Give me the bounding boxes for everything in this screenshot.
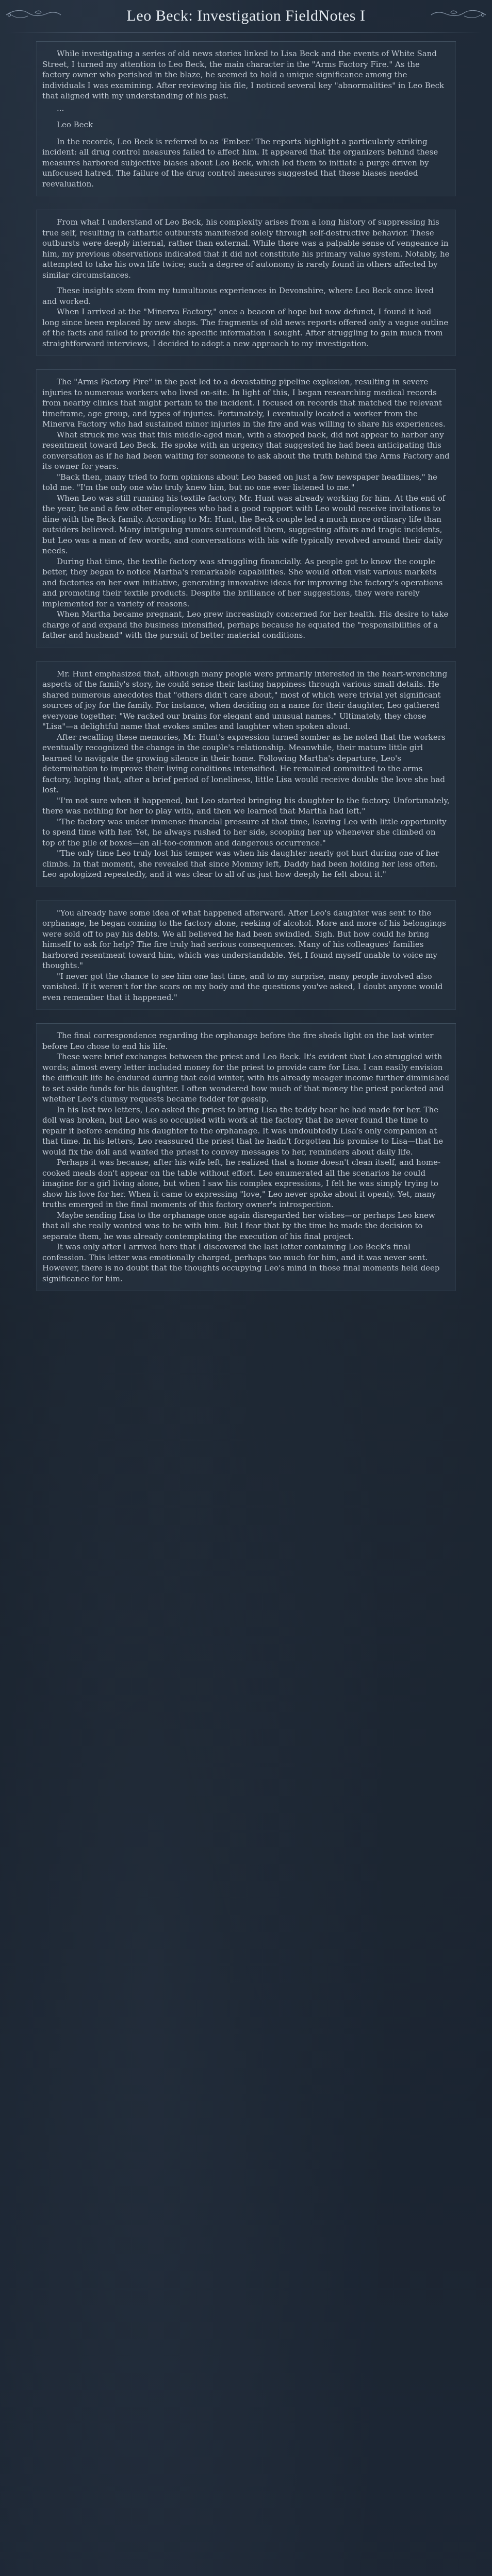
text-block [36,901,456,1010]
paragraph: The final correspondence regarding the orphanage before the fire sheds light on the last winter before Leo chose to end his life. [42,1031,434,1051]
subject-name: Leo Beck [57,120,93,129]
text-block [36,210,456,356]
ornament-icon [430,7,488,23]
paragraph: Mr. Hunt emphasized that, although many people were primarily interested in the heart-wrenching aspects of the family's story, he could sense their lasting happiness through various small details. He shared numerous anecdotes that "others didn't care about," most of which were trivial yet significant sources of joy for the family. For instance, when deciding on a name for their daughter, Leo gathered everyone together: "We racked our brains for elegant and unusual names." Ultimately, they chose "Lisa"—a delightful name that evokes smiles and laughter when spoken aloud. [42,669,448,731]
paragraph: These insights stem from my tumultuous experiences in Devonshire, where Leo Beck once lived and worked. [42,286,434,306]
paragraph: During that time, the textile factory was struggling financially. As people got to know the couple better, they began to notice Martha's remarkable capabilities. She would often visit various markets and factories on her own initiative, generating innovative ideas for improving the factory's operations and promoting their textile products. Despite the brilliance of her suggestions, they were rarely implemented for a variety of reasons. [42,556,443,608]
paragraph: These were brief exchanges between the priest and Leo Beck. It's evident that Leo struggled with words; almost every letter included money for the priest to provide care for Lisa. I can easily envision the difficult life he endured during that cold winter, with his already meager income further diminished to set aside funds for his daughter. I often wondered how much of that money the priest pocketed and whether Leo's clumsy requests became fodder for gossip. [42,1052,450,1104]
paragraph: "You already have some idea of what happened afterward. After Leo's daughter was sent to the orphanage, he began coming to the factory alone, reeking of alcohol. More and more of his belongings were sold off to pay his debts. We all believed he had been swindled. Sigh. But how could he bring himself to ask for help? The fire truly had serious consequences. Many of his colleagues' families harbored resentment toward him, which was understandable. Yet, I found myself unable to voice my thoughts." [42,908,446,970]
paragraph: Maybe sending Lisa to the orphanage once again disregarded her wishes—or perhaps Leo knew that all she really wanted was to be with him. But I fear that by the time he made the decision to separate them, he was already contemplating the execution of his final project. [42,1210,435,1241]
paragraph: It was only after I arrived here that I discovered the last letter containing Leo Beck's final confession. This letter was emotionally charged, perhaps too much for him, and it was never sent. However, there is no doubt that the thoughts occupying Leo's mind in those final moments held deep significance for him. [42,1242,440,1283]
paragraph: When Martha became pregnant, Leo grew increasingly concerned for her health. His desire to take charge of and expand the business intensified, perhaps because he equated the "responsibilities of a father and husband" with the pursuit of better material conditions. [42,609,449,640]
paragraph: What struck me was that this middle-aged man, with a stooped back, did not appear to harbor any resentment toward Leo Beck. He spoke with an urgency that suggested he had been anticipating this conversation as if he had been waiting for someone to ask about the truth behind the Arms Factory and its owner for years. [42,430,450,471]
page-title: Leo Beck: Investigation FieldNotes I [126,7,366,24]
text-block [36,662,456,887]
paragraph: "The only time Leo truly lost his temper was when his daughter nearly got hurt during one of her climbs. In that moment, she revealed that since Mommy left, Daddy had been holding her less often. Leo apologized repeatedly, and it was clear to all of us just how deeply he felt about it." [42,849,439,879]
paragraph: While investigating a series of old news stories linked to Lisa Beck and the events of White Sand Street, I turned my attention to Leo Beck, the main character in the "Arms Factory Fire." As the factory owner who perished in the blaze, he seemed to hold a unique significance among the individuals I was examining. After reviewing his file, I noticed several key "abnormalities" in Leo Beck that aligned with my understanding of his past. [42,49,445,100]
paragraph: When Leo was still running his textile factory, Mr. Hunt was already working for him. At the end of the year, he and a few other employees who had a good rapport with Leo would receive invitations to dine with the Beck family. According to Mr. Hunt, the Beck couple led a much more ordinary life than outsiders believed. Many intriguing rumors surrounded them, suggesting affairs and tragic incidents, but Leo was a man of few words, and conversations with his wife typically revolved around their daily needs. [42,493,446,555]
paragraph: In the records, Leo Beck is referred to as 'Ember.' The reports highlight a particularly striking incident: all drug control measures failed to affect him. It appeared that the organizers behind these measures harbored subjective biases about Leo Beck, which led them to initiate a purge driven by unfocused hatred. The failure of the drug control measures suggested that these biases needed reevaluation. [42,137,438,189]
paragraph: The "Arms Factory Fire" in the past led to a devastating pipeline explosion, resulting in severe injuries to numerous workers who lived on-site. In light of this, I began researching medical records from nearby clinics that might pertain to the incident. I focused on records that matched the relevant timeframe, age group, and types of injuries. Fortunately, I eventually located a worker from the Minerva Factory who had sustained minor injuries in the fire and was willing to share his experiences. [42,377,446,429]
text-block [36,41,456,196]
paragraph: In his last two letters, Leo asked the priest to bring Lisa the teddy bear he had made for her. The doll was broken, but Leo was so occupied with work at the factory that he never found the time to repair it before sending his daughter to the orphanage. It was undoubtedly Lisa's only companion at that time. In his letters, Leo reassured the priest that he hadn't forgotten his promise to Lisa—that he would fix the doll and wanted the priest to convey messages to her, reminders about daily life. [42,1105,444,1157]
paragraph: Perhaps it was because, after his wife left, he realized that a home doesn't clean itself, and home-cooked meals don't appear on the table without effort. Leo enumerated all the scenarios he could imagine for a girl living alone, but when I saw his complex expressions, I felt he was simply trying to show his love for her. When it came to expressing "love," Leo never spoke about it openly. Yet, many truths emerged in the final moments of this factory owner's introspection. [42,1158,441,1209]
ornament-icon [4,7,62,23]
paragraph: When I arrived at the "Minerva Factory," once a beacon of hope but now defunct, I found it had long since been replaced by new shops. The fragments of old news reports offered only a vague outline of the facts and failed to provide the specific information I sought. After struggling to gain much from straightforward interviews, I decided to adopt a new approach to my investigation. [42,307,449,348]
notes-content [36,41,456,2576]
header [0,0,492,32]
paragraph: "I'm not sure when it happened, but Leo started bringing his daughter to the factory. Unfortunately, there was nothing for her to play with, and then we learned that Martha had left." [42,795,450,816]
ellipsis: ... [57,103,64,113]
paragraph: "I never got the chance to see him one last time, and to my surprise, many people involved also vanished. If it weren't for the scars on my body and the questions you've asked, I doubt anyone would even remember that it happened." [42,971,443,1002]
paragraph: After recalling these memories, Mr. Hunt's expression turned somber as he noted that the workers eventually recognized the change in the couple's relationship. Meanwhile, their mature little girl learned to navigate the growing silence in their home. Following Martha's departure, Leo's determination to improve their living conditions intensified. He remained committed to the arms factory, hoping that, after a brief period of loneliness, little Lisa would receive double the love she had lost. [42,732,446,794]
paragraph: From what I understand of Leo Beck, his complexity arises from a long history of suppressing his true self, resulting in cathartic outbursts manifested solely through self-destructive behavior. These outbursts were deeply internal, rather than external. While there was a palpable sense of vengeance in him, my previous observations indicated that it did not constitute his primary value system. Notably, he attempted to take his own life twice; such a degree of autonomy is rarely found in others affected by similar circumstances. [42,217,450,280]
text-block [36,369,456,648]
text-block [36,1023,456,1291]
paragraph: "Back then, many tried to form opinions about Leo based on just a few newspaper headlines," he told me. "I'm the only one who truly knew him, but no one ever listened to me." [42,472,437,492]
paragraph: "The factory was under immense financial pressure at that time, leaving Leo with little opportunity to spend time with her. Yet, he always rushed to her side, scooping her up whenever she climbed on top of the pile of boxes—an all-too-common and dangerous occurrence." [42,817,447,848]
